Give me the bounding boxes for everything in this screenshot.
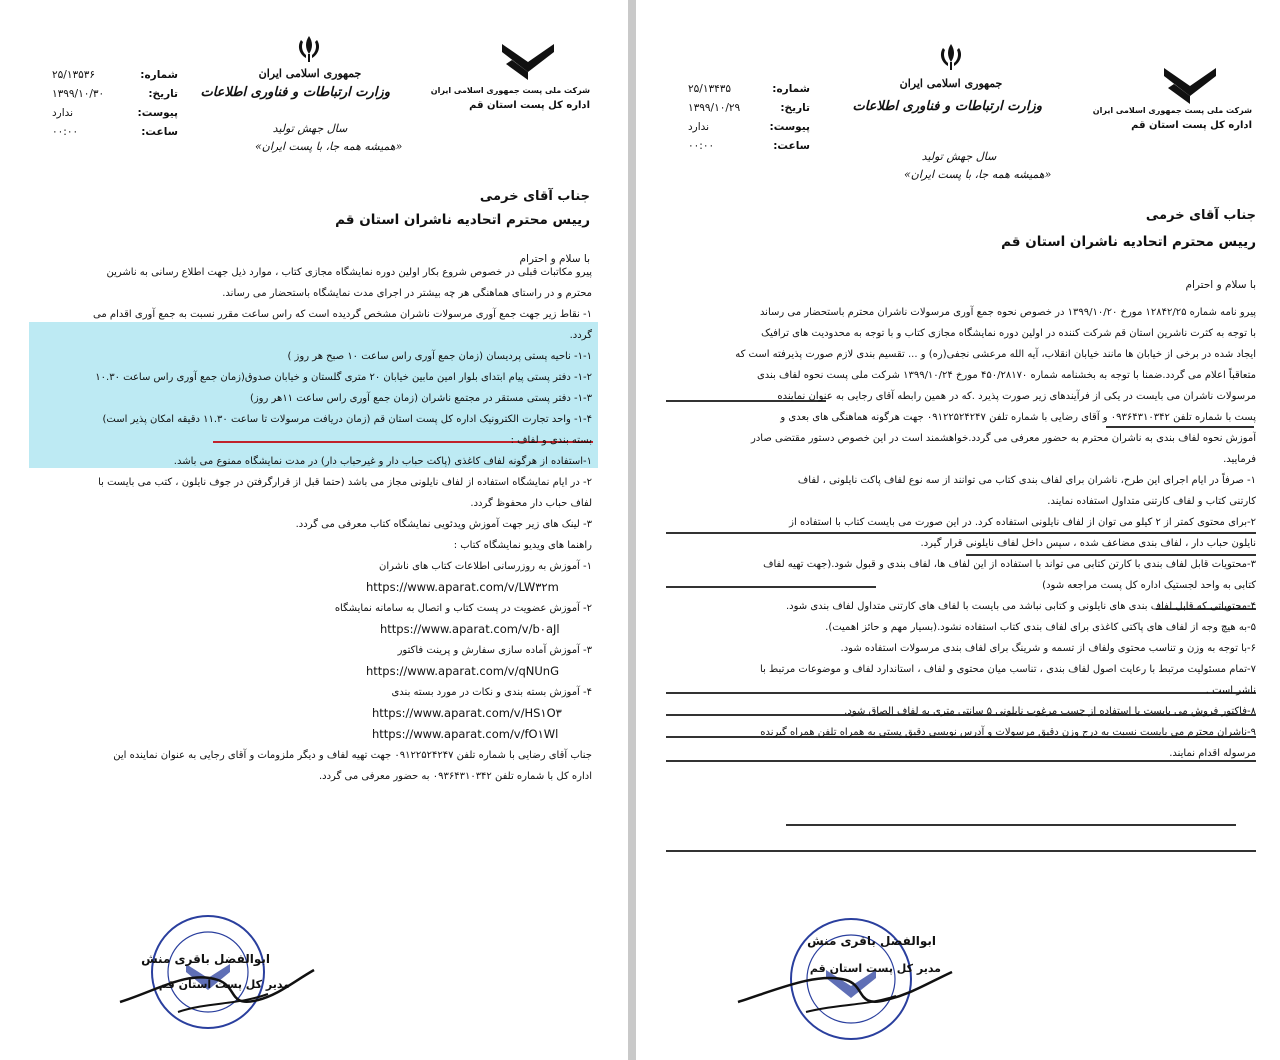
body-line: ۱-۲- دفتر پستی پیام ابتدای بلوار امین مابین خیابان ۲۰ متری گلستان و خیابان صدوق(زمان جمع آوری راس ساعت ۱۰.۳۰ [95, 372, 592, 383]
body-line: ۱-۴- واحد تجارت الکترونیک اداره کل پست استان قم (زمان دریافت مرسولات تا ساعت ۱۱.۳۰ دقیقه امکان پذیر است) [102, 414, 592, 425]
body-line: اداره کل با شماره تلفن ۰۹۳۶۴۳۱۰۳۴۲ به حضور معرفی می گردد. [318, 771, 592, 782]
number-label: شماره: [772, 83, 810, 95]
body-line: ۸-فاکتور فروش می بایست با استفاده از چسب مرغوب نایلونی ۵ سانتی متری به لفاف الصاق شود. [844, 706, 1256, 717]
iran-emblem [296, 34, 322, 68]
letter-attachment: ندارد [688, 121, 710, 133]
letter-attachment: ندارد [52, 107, 74, 119]
body-line: ۴-محتویاتی که قابل لفاف بندی های نایلونی و کتابی نباشد می بایست با لفاف های کارتنی متداول لفاف بندی شود. [785, 601, 1256, 612]
body-line: مرسوله اقدام نمایند. [1169, 748, 1256, 759]
greeting: با سلام و احترام [519, 253, 590, 265]
body-line: با توجه به کثرت ناشرین استان قم شرکت کننده در اولین دوره نمایشگاه مجازی کتاب و با توجه به محدودیت های ترافیک [761, 328, 1256, 339]
letter-time: ۰۰:۰۰ [52, 126, 79, 138]
video-link[interactable]: https://www.aparat.com/v/LW۳۲m [366, 580, 559, 594]
body-line: آموزش نحوه لفاف بندی به ناشران محترم به حضور معرفی می گردد.خواهشمند است در این خصوص دستور مقتضی صادر [751, 433, 1256, 444]
body-line: پیرو مکاتبات قبلی در خصوص شروع بکار اولین دوره نمایشگاه مجازی کتاب ، موارد ذیل جهت اطلاع رسانی به ناشرین [106, 267, 592, 278]
body-line: کتابی به واحد لجستیک اداره کل پست مراجعه شود) [1042, 580, 1256, 591]
letter-page-right [636, 0, 1280, 1060]
attachment-label: پیوست: [137, 107, 178, 119]
slogan-line-2: «همیشه همه جا، با پست ایران» [255, 139, 403, 153]
republic-title: جمهوری اسلامی ایران [899, 77, 1003, 90]
body-line: ۶-با توجه به وزن و تناسب محتوی ولفاف از تسمه و شرینگ برای لفاف بندی مرسولات استفاده شود. [840, 643, 1256, 654]
body-line: ۳-محتویات قابل لفاف بندی با کارتن کتابی می تواند با استفاده از این لفاف ها، لفاف بندی و قبول شود.(جهت تهیه لفاف [763, 559, 1256, 570]
meta-attachment-row [688, 118, 810, 137]
body-line: ۱- آموزش به روزرسانی اطلاعات کتاب های ناشران [379, 561, 592, 572]
body-line: ۲- در ایام نمایشگاه استفاده از لفاف نایلونی مجاز می باشد (حتما قبل از قرارگرفتن در جوف نایلون ، کتب می بایست با [98, 477, 592, 488]
body-line: ۱- نقاط زیر جهت جمع آوری مرسولات ناشران مشخص گردیده است که راس ساعت مقرر نسبت به جمع آوری اقدام می [93, 309, 592, 320]
video-link[interactable]: https://www.aparat.com/v/fO۱Wl [372, 727, 559, 741]
body-line: نایلون حباب دار ، لفاف بندی مضاعف شده ، سپس داخل لفاف نایلونی قرار گیرد. [920, 538, 1256, 549]
time-label: ساعت: [141, 126, 178, 138]
slogan [255, 120, 403, 155]
company-name: شرکت ملی پست جمهوری اسلامی ایران [1092, 106, 1252, 115]
body-line: ۱-استفاده از هرگونه لفاف کاغذی (پاکت حباب دار و غیرحباب دار) در مدت نمایشگاه ممنوع می باشد. [173, 456, 592, 467]
date-label: تاریخ: [148, 88, 178, 100]
signatory-title: مدیر کل پست استان قم [809, 962, 941, 975]
video-link[interactable]: https://www.aparat.com/v/qNUnG [366, 664, 560, 678]
office-name: اداره کل پست استان قم [1131, 120, 1252, 131]
body-line: پست با شماره تلفن ۰۹۳۶۴۳۱۰۳۴۲ و آقای رضایی با شماره تلفن ۰۹۱۲۲۵۲۴۲۴۷ جهت هرگونه هماهنگی های بعدی و [780, 412, 1256, 423]
body-line: ۷-تمام مسئولیت مرتبط با رعایت اصول لفاف بندی ، تناسب میان محتوی و لفاف ، استاندارد لفاف و موضوعات مرتبط با [760, 664, 1256, 675]
letter-number: ۲۵/۱۳۴۳۵ [688, 83, 732, 95]
attachment-label: پیوست: [769, 121, 810, 133]
underline-mark [786, 824, 1236, 826]
meta-date-row [52, 85, 178, 104]
body-line: ۲- آموزش عضویت در پست کتاب و اتصال به سامانه نمایشگاه [334, 603, 592, 614]
letter-time: ۰۰:۰۰ [688, 140, 715, 152]
body-line: راهنما های ویدیو نمایشگاه کتاب : [453, 540, 592, 551]
date-label: تاریخ: [780, 102, 810, 114]
meta-attachment-row [52, 104, 178, 123]
body-line: پیرو نامه شماره ۱۲۸۴۲/۲۵ مورخ ۱۳۹۹/۱۰/۲۰ در خصوص نحوه جمع آوری مرسولات ناشران محترم باستحضار می رساند [759, 307, 1256, 318]
video-link[interactable]: https://www.aparat.com/v/b۰aJl [380, 622, 560, 636]
letter-date: ۱۳۹۹/۱۰/۲۹ [688, 102, 741, 114]
letter-date: ۱۳۹۹/۱۰/۳۰ [52, 88, 105, 100]
signatory-title: مدیر کل پست استان قم [158, 978, 290, 991]
body-line: محترم و در راستای هماهنگی هر چه بیشتر در اجرای مدت نمایشگاه باستحضار می رساند. [222, 288, 592, 299]
letter-number: ۲۵/۱۳۵۳۶ [52, 69, 96, 81]
meta-date-row [688, 99, 810, 118]
body-line: کارتنی کتاب و لفاف کارتنی متداول استفاده نمایند. [1047, 496, 1256, 507]
addressee: جناب آقای خرمی [479, 189, 590, 204]
body-line: ۹-ناشران محترم می بایست نسبت به درج وزن دقیق مرسولات و آدرس نویسی دقیق پستی به همراه تلفن همراه گیرنده [760, 727, 1256, 738]
letter-meta [688, 80, 810, 156]
meta-number-row [688, 80, 810, 99]
signatory-name: ابوالفضل باقری منش [807, 934, 936, 948]
company-name: شرکت ملی پست جمهوری اسلامی ایران [430, 86, 590, 95]
iran-emblem [938, 42, 964, 76]
slogan [904, 148, 1052, 183]
republic-title: جمهوری اسلامی ایران [258, 67, 362, 80]
body-line: ایجاد شده در برخی از خیابان ها مانند خیابان انقلاب، آیه الله مرعشی نجفی(ره) و ... تقسیم بندی لازم صورت پذیرفته است که [735, 349, 1256, 360]
underline-mark [666, 850, 1256, 852]
addressee-title: رییس محترم اتحادیه ناشران استان قم [335, 212, 590, 228]
letter-body [34, 262, 592, 787]
body-line: فرمایید. [1223, 454, 1256, 465]
office-name: اداره کل پست استان قم [469, 100, 590, 111]
iran-post-logo [1160, 62, 1220, 106]
ministry-title: وزارت ارتباطات و فناوری اطلاعات [852, 99, 1042, 114]
meta-time-row [688, 137, 810, 156]
body-line: بسته بندی و لفاف : [510, 435, 592, 446]
body-line: ۲-برای محتوی کمتر از ۲ کیلو می توان از لفاف نایلونی استفاده کرد. در این صورت می بایست کتاب با استفاده از [789, 517, 1256, 528]
letter-body [664, 302, 1256, 764]
meta-time-row [52, 123, 178, 142]
addressee: جناب آقای خرمی [1145, 208, 1256, 223]
body-line: ۳- آموزش آماده سازی سفارش و پرینت فاکتور [397, 645, 592, 656]
body-line: ۱-۳- دفتر پستی مستقر در مجتمع ناشران (زمان جمع آوری راس ساعت ۱۱هر روز) [249, 393, 592, 404]
body-line: مرسولات ناشران می بایست در یکی از فرآیندهای زیر صورت پذیرد .که در همین رابطه آقای رجایی به عنوان نماینده [777, 391, 1256, 402]
body-line: ۵-به هیچ وجه از لفاف های پاکتی کاغذی برای لفاف بندی کتاب استفاده نشود.(بسیار مهم و حائز اهمیت). [825, 622, 1256, 633]
body-line: ۱- صرفاً در ایام اجرای این طرح، ناشران برای لفاف بندی کتاب می توانند از سه نوع لفاف پاکت نایلونی ، لفاف [797, 475, 1256, 486]
addressee-title: رییس محترم اتحادیه ناشران استان قم [1001, 234, 1256, 250]
letter-meta [52, 66, 178, 142]
page-divider [628, 0, 636, 1060]
body-line: ناشر است . [1205, 685, 1256, 696]
body-line: جناب آقای رضایی با شماره تلفن ۰۹۱۲۲۵۲۴۲۴۷ جهت تهیه لفاف و دیگر ملزومات و آقای رجایی به عنوان نماینده این [113, 750, 592, 761]
slogan-line-1: سال جهش تولید [921, 150, 997, 163]
slogan-line-1: سال جهش تولید [272, 122, 348, 135]
body-line: لفاف حباب دار محفوظ گردد. [470, 498, 592, 509]
signatory-name: ابوالفضل باقری منش [141, 952, 270, 966]
slogan-line-2: «همیشه همه جا، با پست ایران» [904, 167, 1052, 181]
iran-post-logo [498, 38, 558, 82]
body-line: ۱-۱- ناحیه پستی پردیسان (زمان جمع آوری راس ساعت ۱۰ صبح هر روز ) [287, 351, 592, 362]
meta-number-row [52, 66, 178, 85]
greeting: با سلام و احترام [1185, 279, 1256, 291]
ministry-title: وزارت ارتباطات و فناوری اطلاعات [200, 85, 390, 100]
body-line: ۴- آموزش بسته بندی و نکات در مورد بسته بندی [391, 687, 592, 698]
signature [736, 950, 956, 1020]
body-line: متعاقباً اعلام می گردد.ضمنا با توجه به بخشنامه شماره ۴۵۰/۲۸۱۷۰ مورخ ۱۳۹۹/۱۰/۲۴ شرکت ملی پست نحوه لفاف بندی [756, 370, 1256, 381]
body-line: ۳- لینک های زیر جهت آموزش ویدئویی نمایشگاه کتاب معرفی می گردد. [295, 519, 592, 530]
letter-page-left [0, 0, 628, 1060]
number-label: شماره: [140, 69, 178, 81]
video-link[interactable]: https://www.aparat.com/v/HS۱O۳ [372, 706, 562, 720]
time-label: ساعت: [773, 140, 810, 152]
body-line: گردد. [569, 330, 592, 341]
